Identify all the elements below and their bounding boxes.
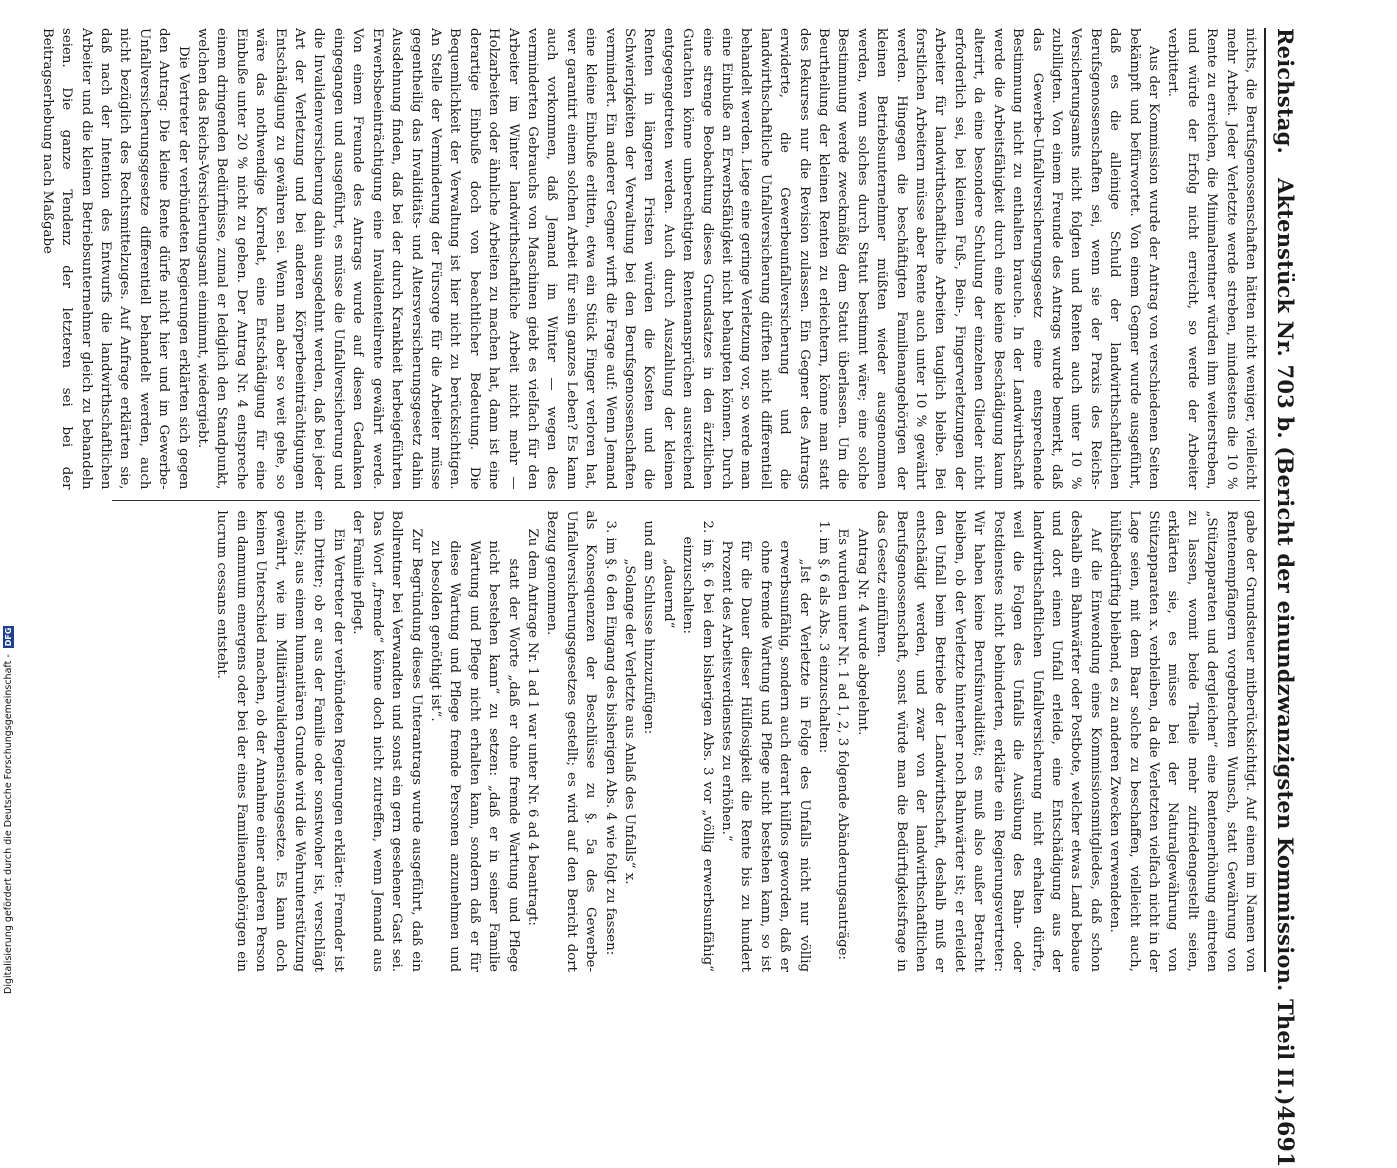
amendment-item-2-tail: und am Schlusse hinzuzufügen: <box>641 520 657 735</box>
paragraph: Aus der Kommission wurde der Antrag von verschiedenen Seiten bekämpft und befürwortet. Von einem Gegner wurde ausgeführt, daß es die alleinige Schuld der landwirthschaftlichen Berufsgenossenschaften sei, wenn sie der Praxis des Reichs-Versicherungsamts nicht folgten und Renten auch unter 10 % zubilligten. Von einem Freunde des Antrags wurde bemerkt, daß das Gewerbe-Unfallversicherungsgesetz eine entsprechende Bestimmung nicht zu enthalten brauche. In der Landwirthschaft werde die Arbeitsfähigkeit durch eine kleine Beschädigung kaum alterirt, da eine besondere Schulung der einzelnen Glieder nicht erforderlich sei, bei kleinen Fuß-, Bein-, Fingerverletzungen der Arbeiter für landwirthschaftliche Arbeiten tauglich bleibe. Bei forstlichen Arbeitern müsse aber Rente auch unter 10 % gewährt werden. Hingegen die beschäftigten Familienangehörigen der kleinen Betriebsunternehmer müßten wieder ausgenommen werden, wenn solches durch Statut bestimmt wäre; eine solche Bestimmung werde zweckmäßig dem Statut überlassen. Um die Beurtheilung der kleinen Renten zu erleichtern, könne man statt des Rekurses nur die Revision zulassen. Ein Gegner des Antrags erwiderte, die Gewerbeunfallversicherung und die landwirthschaftliche Unfallversicherung dürften nicht differentiell behandelt werden. Liege eine geringe Verletzung vor, so werde man eine Einbuße an Erwerbsfähigkeit nicht behaupten können. Durch eine strenge Beobachtung dieses Grundsatzes in den ärztlichen Gutachten könne unberechtigten Rentenansprüchen ausreichend entgegengetreten werden. Auch durch Auszahlung der kleinen Renten in längeren Fristen würden die Kosten und die Schwierigkeiten der Verwaltung bei den Berufsgenossenschaften vermindert. Ein anderer Gegner wirft die Frage auf: Wenn Jemand eine kleine Einbuße erlitten, etwa ein Stück Finger verloren hat, wer garantirt einem solchen Arbeit für sein ganzes Leben? Es kann auch vorkommen, daß Jemand im Winter — wegen des verminderten Gebrauchs von Maschinen giebt es vielfach für den Arbeiter im Winter landwirthschaftliche Arbeit nicht mehr — Holzarbeiten oder ähnliche Arbeiten zu machen hat, dann ist eine derartige Einbuße doch von beachtlicher Bedeutung. Die Bequemlichkeit der Verwaltung ist hier nicht zu berücksichtigen. An Stelle der Verminderung der Fürsorge für die Arbeiter müsse gegentheilig das Invaliditäts- und Altersversicherungsgesetz dahin Ausdehnung finden, daß bei der durch Krankheit herbeigeführten Erwerbsbeeinträchtigung eine Invalidenteilrente gewährt werde. Von einem Freunde des Antrags wurde auf diesen Gedanken eingegangen und ausgeführt, es müsse die Unfallversicherung und die Invalidenversicherung dahin ausgedehnt werden, daß bei jeder Art der Verletzung und bei anderen Körperbeeinträchtigungen Entschädigung zu gewähren sei. Wenn man aber so weit gehe, so wäre das nothwendige Korrelat, eine Entschädigung für eine Einbuße unter 20 % nicht zu geben. Der Antrag Nr. 4 entspreche einem dringenden Bedürfnisse, zumal er lediglich den Standpunkt, welchen das Reichs-Versicherungsamt einnimmt, wiedergiebt. <box>195 28 1161 490</box>
paragraph: Die Vertreter der verbündeten Regierungen erklärten sich gegen den Antrag: Die kleine Rente dürfe nicht hier und im Gewerbe-Unfallversicherungsgesetze differentiell behandelt werden, auch nicht bezüglich des Rechtsmittelzuges. Auf Anfrage erklärten sie, daß nach der Intention des Entwurfs die landwirthschaftlichen Arbeiter und die kleinen Betriebsunternehmer gleich zu behandeln seien. Die ganze Tendenz der letzteren sei bei der Beitragserhebung nach Maßgabe <box>39 28 191 490</box>
paragraph: Es wurden unter Nr. 1 ad 1, 2, 3 folgende Abänderungsanträge: <box>835 528 851 961</box>
amendment-quote-2b: „Solange der Verletzte aus Anlaß des Unfalls“ x. <box>622 558 637 885</box>
document-page <box>39 20 1300 1168</box>
paragraph: Zu dem Antrage Nr. 1 ad 1 war unter Nr. 6 ad 4 beantragt: <box>524 528 540 926</box>
paragraph: Antrag Nr. 4 wurde abgelehnt. <box>854 528 870 736</box>
paragraph: Auf die Einwendung eines Kommissionsmitgliedes, daß schon deshalb ein Bahnwärter oder Postbote, welcher etwas Land bebaue und dort einen Unfall erleide, eine Entschädigung aus der landwirthschaftlichen Unfallversicherung nicht erhalten dürfte, weil die Folgen des Unfalls die Ausübung des Bahn- oder Postdienstes nicht behinderten, erklärte ein Regierungsvertreter: Wir haben keine Berufsinvalidität; es muß also außer Betracht bleiben, ob der Verletzte hinterher noch Bahnwärter ist; er erleidet den Unfall beim Betriebe der Landwirthschaft, deshalb muß er entschädigt werden, und zwar von der landwirthschaftlichen Berufsgenossenschaft, sonst würde man die Bedürftigkeitsfrage in das Gesetz einführen. <box>874 510 1103 972</box>
paragraph: als Konsequenzen der Beschlüsse zu §. 5a des Gewerbe-Unfallversicherungsgesetzes gestellt; es wird auf den Bericht dort Bezug genommen. <box>544 510 599 972</box>
header-title: Aktenstück Nr. 703 b. (Bericht der einundzwanzigsten Kommission. Theil II.) <box>1273 177 1298 1106</box>
page-number: 4691 <box>1272 1105 1298 1168</box>
amendment-item-2: 2. im §. 6 bei dem bisherigen Abs. 3 vor „völlig erwerbsunfähig“ einzuschalten: <box>680 520 715 972</box>
amendment-quote-1: „Ist der Verletzte in Folge des Unfalls nicht nur völlig erwerbsunfähig, sondern auch derart hülflos geworden, daß er ohne fremde Wartung und Pflege nicht bestehen kann, so ist für die Dauer dieser Hülflosigkeit die Rente bis zu hundert Prozent des Arbeitsverdienstes zu erhöhen.“ <box>719 540 812 972</box>
left-column <box>39 28 1260 490</box>
page-header <box>1264 28 1298 1168</box>
paragraph: gabe der Grundsteuer mitberücksichtigt. Auf einem im Namen von Rentenempfängern vorgebrachten Wunsch, statt Gewährung von „Stützapparaten und dergleichen“ eine Rentenerhöhung eintreten zu lassen, womit beide Theile mehr zufriedengestellt seien, erklärten sie, es müsse bei der Naturalgewährung von Stützapparaten x. verbleiben, da die Verletzten vielfach nicht in der Lage seien, mit dem Baar solche zu beschaffen, vielleicht auch, hülfsbedürftig bleibend, es zu anderen Zwecken verwendeten. <box>1107 510 1258 972</box>
column-divider <box>112 500 1260 501</box>
paragraph: nichts, die Berufsgenossenschaften hätten nicht weniger, vielleicht mehr Arbeit. Jeder Verletzte werde streben, mindestens die 10 % Rente zu erreichen, die Minimalrentner würden ihm weiterstreben, und würde der Erfolg nicht erreicht, so werde der Arbeiter verbittert. <box>1165 28 1258 490</box>
digitization-credit <box>2 4 16 994</box>
dfg-logo-icon: DFG <box>4 627 13 647</box>
paragraph: Ein Vertreter der verbündeten Regierungen erklärte: Fremder ist ein Dritter; ob er aus der Familie oder sonstwoher ist, verschlägt nichts; aus einem humanitären Grunde wird die Wehrunterstützung gewährt, wie im Militärinvalidenpensionsgesetze. Es kann doch keinen Unterschied machen, ob der Annahme einer anderen Person ein dammum emergens oder bei der eines Familienangehörigen ein lucrum cessans entsteht. <box>214 510 346 972</box>
credit-text: Digitalisierung gefördert durch die Deutsche Forschungsgemeinschaft - <box>3 654 14 994</box>
amendment-quote-2: „dauernd“ <box>660 558 676 629</box>
text-columns <box>39 28 1260 972</box>
sub-amendment-quote: statt der Worte „daß er ohne fremde Wartung und Pflege nicht bestehen kann“ zu setzen: „daß er in seiner Familie Wartung und Pflege nicht erhalten kann, sondern daß er für diese Wartung und Pflege fremde Personen anzunehmen und zu besolden genöthigt ist“. <box>427 540 521 972</box>
paragraph: Zur Begründung dieses Unterantrags wurde ausgeführt, daß ein Bollrentner bei Verwandten und sonst ein gern gesehener Gast sei. Das Wort „fremde“ könne doch nicht zutreffen, wenn Jemand aus der Familie pflegt. <box>350 510 424 972</box>
right-column <box>112 510 1260 972</box>
header-left: Reichstag. <box>1273 28 1298 154</box>
amendment-item-1: 1. im §. 6 als Abs. 3 einzuschalten: <box>816 520 832 754</box>
amendment-item-3: 3. im §. 6 den Eingang des bisherigen Abs. 4 wie folgt zu fassen: <box>602 520 618 956</box>
